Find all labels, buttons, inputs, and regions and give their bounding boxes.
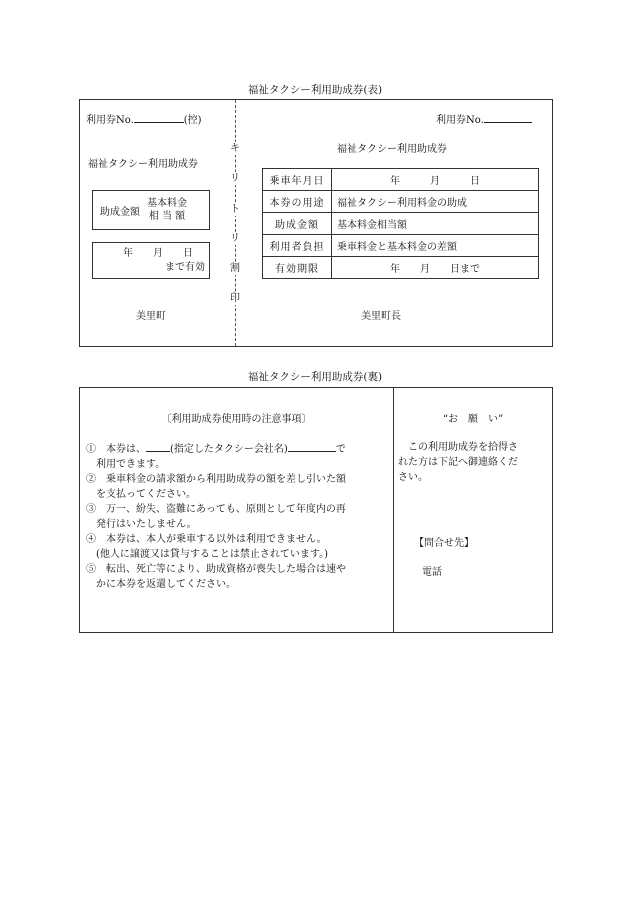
back-title: 福祉タクシー利用助成券(裏) xyxy=(247,371,383,383)
cut-char-5: 割 xyxy=(223,262,247,275)
note-2-cont: を支払ってください。 xyxy=(96,489,196,500)
row-label-amount: 助成金額 xyxy=(263,213,332,235)
note-1-company-placeholder: (指定したタクシー会社名) xyxy=(170,444,288,455)
row-value-purpose: 福祉タクシー利用料金の助成 xyxy=(332,191,539,213)
cut-marks xyxy=(223,100,247,346)
ticket-heading: 福祉タクシー利用助成券 xyxy=(337,144,447,155)
note-2: ② 乗車料金の請求額から利用助成券の額を差し引いた額 xyxy=(86,474,346,485)
row-value-expiry: 年 月 日まで xyxy=(332,257,539,279)
stub-amount-label: 助成金額 xyxy=(100,206,140,218)
phone-label: 電話 xyxy=(422,567,442,578)
stub-heading: 福祉タクシー利用助成券 xyxy=(88,159,198,170)
ticket-info-table xyxy=(262,168,539,279)
cut-char-6: 印 xyxy=(223,292,247,305)
row-value-ride-date: 年 月 日 xyxy=(332,169,539,191)
request-line-3: さい。 xyxy=(398,472,428,483)
request-line-1: この利用助成券を拾得さ xyxy=(408,442,518,453)
front-card xyxy=(79,99,553,347)
note-1-cont: 利用できます。 xyxy=(96,459,166,470)
table-row xyxy=(263,213,539,235)
stub-amount-value-line1: 基本料金 xyxy=(147,198,187,209)
note-4-cont: (他人に譲渡又は貸与することは禁止されています。) xyxy=(96,549,329,560)
stub-number-blank xyxy=(134,111,184,123)
stub-validity-box xyxy=(92,242,210,279)
note-3-cont: 発行はいたしません。 xyxy=(96,519,197,530)
note-3: ③ 万一、紛失、盗難にあっても、原則として年度内の再 xyxy=(86,504,346,515)
cut-char-2: リ xyxy=(223,172,247,185)
row-label-user-charge: 利用者負担 xyxy=(263,235,332,257)
request-line-2: れた方は下記へ御連絡くだ xyxy=(398,457,518,468)
note-1-text-end: で xyxy=(335,444,346,455)
note-1-blank-b xyxy=(288,440,336,452)
ticket-number-blank xyxy=(484,111,532,123)
stub-number xyxy=(86,111,202,126)
stub-amount-value xyxy=(147,197,187,223)
stub-amount-box xyxy=(92,190,210,230)
table-row xyxy=(263,235,539,257)
row-value-amount: 基本料金相当額 xyxy=(332,213,539,235)
row-label-expiry: 有効期限 xyxy=(263,257,332,279)
stub-number-suffix: (控) xyxy=(183,115,202,126)
note-1-blank-a xyxy=(146,440,170,452)
ticket-number-label: 利用券No. xyxy=(436,115,484,126)
request-text xyxy=(398,440,550,485)
notes-heading: 〔利用助成券使用時の注意事項〕 xyxy=(161,414,312,425)
note-1 xyxy=(86,440,390,457)
row-value-user-charge: 乗車料金と基本料金の差額 xyxy=(332,235,539,257)
row-label-ride-date: 乗車年月日 xyxy=(263,169,332,191)
stub-amount-value-line2: 相 当 額 xyxy=(148,211,186,222)
stub-validity-date: 年 月 日 xyxy=(123,248,193,259)
back-card xyxy=(79,387,553,633)
row-label-purpose: 本券の用途 xyxy=(263,191,332,213)
cut-char-4: リ xyxy=(223,232,247,245)
front-title: 福祉タクシー利用助成券(表) xyxy=(247,84,383,96)
note-5: ⑤ 転出、死亡等により、助成資格が喪失した場合は速や xyxy=(86,564,346,575)
cut-char-3: ト xyxy=(223,203,247,216)
stub-number-label: 利用券No. xyxy=(86,115,134,126)
note-4: ④ 本券は、本人が乗車する以外は利用できません。 xyxy=(86,534,327,545)
note-5-cont: かに本券を返還してください。 xyxy=(96,579,236,590)
contact-heading: 【問合せ先】 xyxy=(414,538,474,549)
note-1-text: ① 本券は、 xyxy=(86,444,146,455)
ticket-number xyxy=(436,111,532,126)
stub-issuer: 美里町 xyxy=(136,311,166,322)
cut-char-1: キ xyxy=(223,142,247,155)
stub-validity-until: まで有効 xyxy=(165,262,205,273)
table-row xyxy=(263,257,539,279)
table-row xyxy=(263,169,539,191)
notes-list xyxy=(86,440,390,592)
ticket-issuer: 美里町長 xyxy=(361,311,401,322)
table-row xyxy=(263,191,539,213)
request-heading: “お 願 い” xyxy=(442,414,504,425)
